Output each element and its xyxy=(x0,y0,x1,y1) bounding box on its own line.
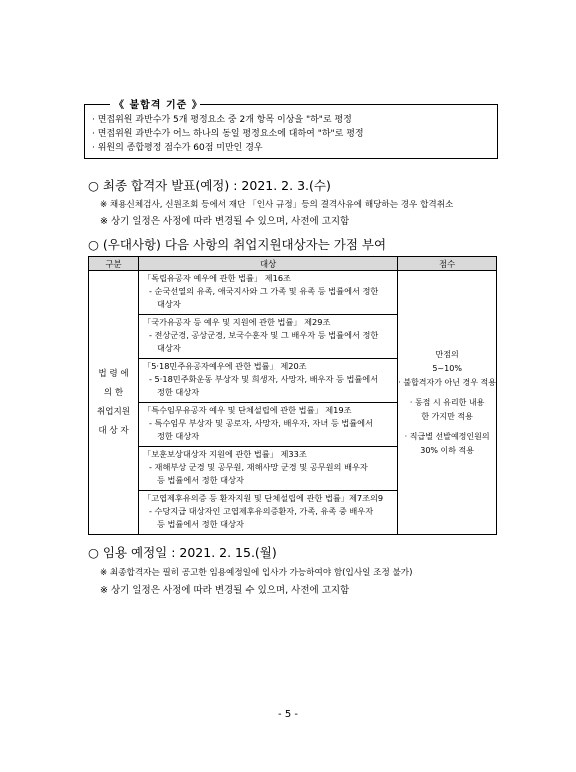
law-title: 「보훈보상대상자 지원에 관한 법률」 제33조 xyxy=(143,449,307,459)
header-score: 점수 xyxy=(398,257,497,271)
appointment-heading: ○ 임용 예정일 : 2021. 2. 15.(월) xyxy=(88,545,277,560)
fail-criteria-line-2: · 면접위원 과반수가 어느 하나의 동일 평정요소에 대하여 "하"로 평정 xyxy=(92,129,364,139)
score-line: 만점의 xyxy=(435,349,459,359)
law-title: 「고엽제후유의증 등 환자지원 및 단체설립에 관한 법률」제7조의9 xyxy=(143,493,384,503)
category-line: 대 상 자 xyxy=(98,425,129,436)
header-category: 구분 xyxy=(89,257,139,271)
target-group-3 xyxy=(139,359,398,403)
category-line: 취업지원 xyxy=(96,406,131,417)
score-cell xyxy=(398,271,497,535)
target-group-1 xyxy=(139,271,398,315)
law-detail: - 5·18민주화운동 부상자 및 희생자, 사망자, 배우자 등 법률에서 xyxy=(149,374,379,384)
law-title: 「독립유공자 예우에 관한 법률」 제16조 xyxy=(143,273,291,283)
law-detail: 정한 대상자 xyxy=(157,387,200,397)
category-line: 법 령 에 xyxy=(98,368,129,379)
appointment-note-2: ※ 상기 일정은 사정에 따라 변경될 수 있으며, 사전에 고지함 xyxy=(100,585,350,596)
law-detail: 정한 대상자 xyxy=(157,431,200,441)
preference-table xyxy=(88,256,497,535)
final-announcement-note-1: ※ 채용신체검사, 신원조회 등에서 재단 「인사 규정」등의 결격사유에 해당하는 경우 합격취소 xyxy=(100,200,454,210)
law-detail: 대상자 xyxy=(157,299,181,309)
category-cell xyxy=(89,271,139,535)
target-group-4 xyxy=(139,403,398,447)
appointment-note-1: ※ 최종합격자는 필히 공고한 임용예정일에 입사가 가능하여야 함(입사일 조정 불가) xyxy=(100,568,413,578)
target-group-6 xyxy=(139,491,398,535)
law-detail: 등 법률에서 정한 대상자 xyxy=(157,475,244,485)
score-line: 30% 이하 적용 xyxy=(420,445,475,455)
law-detail: - 재해부상 군경 및 공무원, 재해사망 군경 및 공무원의 배우자 xyxy=(149,462,368,472)
table-header-row xyxy=(89,257,497,271)
law-detail: - 전상군경, 공상군경, 보국수훈자 및 그 배우자 등 법률에서 정한 xyxy=(149,330,379,340)
score-line: · 동점 시 유리한 내용 xyxy=(409,397,485,407)
law-detail: - 수당지급 대상자인 고엽제후유의증환자, 가족, 유족 중 배우자 xyxy=(149,506,374,516)
final-announcement-heading: ○ 최종 합격자 발표(예정) : 2021. 2. 3.(수) xyxy=(88,178,331,193)
score-line: · 불합격자가 아닌 경우 적용 xyxy=(398,377,496,387)
score-line: 한 가지만 적용 xyxy=(421,411,473,421)
table-row xyxy=(89,271,497,315)
law-title: 「국가유공자 등 예우 및 지원에 관한 법률」 제29조 xyxy=(143,317,331,327)
score-line: 5~10% xyxy=(432,363,462,373)
law-title: 「특수임무유공자 예우 및 단체설립에 관한 법률」 제19조 xyxy=(143,405,352,415)
law-detail: - 순국선열의 유족, 애국지사와 그 가족 및 유족 등 법률에서 정한 xyxy=(149,286,379,296)
fail-criteria-line-3: · 위원의 종합평정 점수가 60점 미만인 경우 xyxy=(92,143,263,153)
final-announcement-note-2: ※ 상기 일정은 사정에 따라 변경될 수 있으며, 사전에 고지함 xyxy=(100,216,350,227)
score-line: · 직급별 선발예정인원의 xyxy=(404,431,490,441)
category-line: 의 한 xyxy=(103,387,124,398)
fail-criteria-line-1: · 면접위원 과반수가 5개 평정요소 중 2개 항목 이상을 "하"로 평정 xyxy=(92,115,352,125)
header-target: 대상 xyxy=(139,257,398,271)
fail-criteria-title: 《 불합격 기준 》 xyxy=(114,100,203,111)
page-number: - 5 - xyxy=(278,709,298,720)
law-title: 「5·18민주유공자예우에 관한 법률」 제20조 xyxy=(143,361,307,371)
law-detail: 등 법률에서 정한 대상자 xyxy=(157,519,244,529)
law-detail: - 특수임무 부상자 및 공로자, 사망자, 배우자, 자녀 등 법률에서 xyxy=(149,418,374,428)
target-group-2 xyxy=(139,315,398,359)
law-detail: 대상자 xyxy=(157,343,181,353)
target-group-5 xyxy=(139,447,398,491)
preference-heading: ○ (우대사항) 다음 사항의 취업지원대상자는 가점 부여 xyxy=(88,237,387,252)
